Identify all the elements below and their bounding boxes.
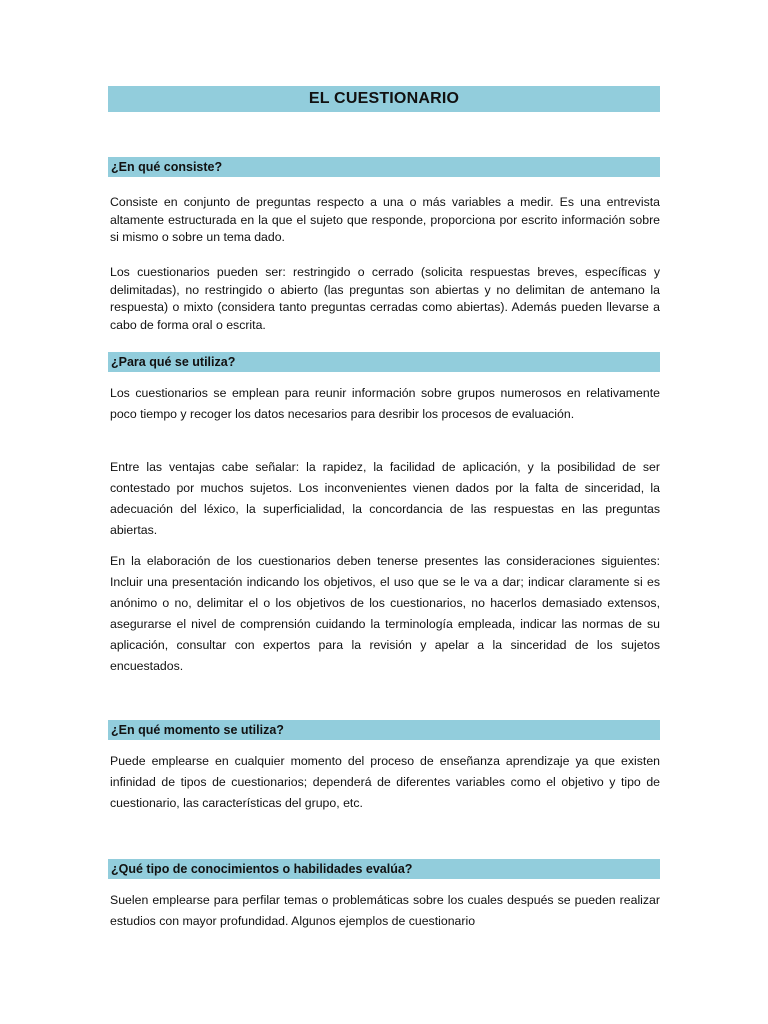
document-title: EL CUESTIONARIO: [108, 86, 660, 112]
paragraph-definition: Consiste en conjunto de preguntas respecto a una o más variables a medir. Es una entrevista altamente estructurada en la que el sujeto que responde, proporciona por escrito información sobre si mismo o sobre un tema dado.: [110, 195, 660, 244]
section-heading-que-tipo: ¿Qué tipo de conocimientos o habilidades evalúa?: [108, 859, 660, 879]
section-heading-en-que-consiste: ¿En qué consiste?: [108, 157, 660, 177]
paragraph-purpose: Los cuestionarios se emplean para reunir información sobre grupos numerosos en relativamente poco tiempo y recoger los datos necesarios para desribir los procesos de evaluación.: [110, 386, 660, 421]
paragraph-types: Los cuestionarios pueden ser: restringido o cerrado (solicita respuestas breves, específicas y delimitadas), no restringido o abierto (las preguntas son abiertas y no delimitan de antemano la respuesta) o mixto (considera tanto preguntas cerradas como abiertas). Además pueden llevarse a cabo de forma oral o escrita.: [110, 265, 660, 332]
paragraph-what-evaluates: Suelen emplearse para perfilar temas o problemáticas sobre los cuales después se pueden realizar estudios con mayor profundidad. Algunos ejemplos de cuestionario: [110, 893, 660, 928]
section-heading-para-que: ¿Para qué se utiliza?: [108, 352, 660, 372]
paragraph-advantages: Entre las ventajas cabe señalar: la rapidez, la facilidad de aplicación, y la posibilidad de ser contestado por muchos sujetos. Los inconvenientes vienen dados por la falta de sinceridad, la adecuación del léxico, la superficialidad, la concordancia de las respuestas en las preguntas abiertas.: [110, 460, 660, 537]
paragraph-when: Puede emplearse en cualquier momento del proceso de enseñanza aprendizaje ya que existen infinidad de tipos de cuestionarios; dependerá de diferentes variables como el objetivo y tipo de cuestionario, las características del grupo, etc.: [110, 754, 660, 810]
section-heading-en-que-momento: ¿En qué momento se utiliza?: [108, 720, 660, 740]
paragraph-considerations: En la elaboración de los cuestionarios deben tenerse presentes las consideraciones siguientes: Incluir una presentación indicando los objetivos, el uso que se le va a dar; indicar claramente si es anónimo o no, delimitar el o los objetivos de los cuestionarios, no hacerlos demasiado extensos, asegurarse el nivel de comprensión cuidando la terminología empleada, indicar las normas de su aplicación, consultar con expertos para la revisión y apelar a la sinceridad de los sujetos encuestados.: [110, 554, 660, 673]
